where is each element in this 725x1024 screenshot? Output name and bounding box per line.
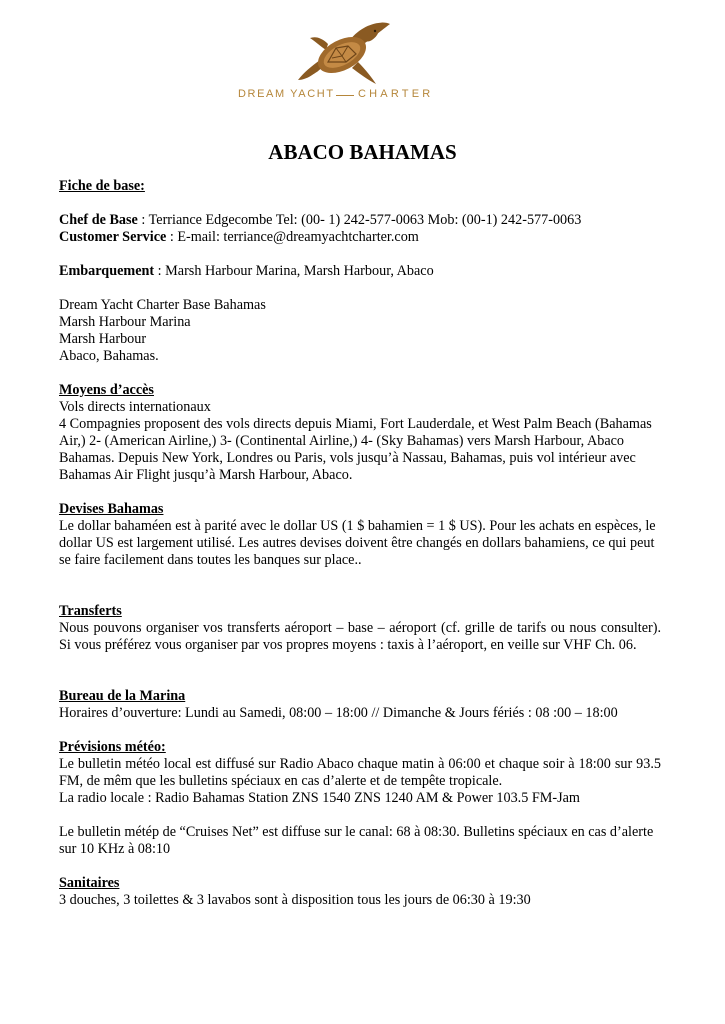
address-line: Abaco, Bahamas. — [59, 348, 159, 364]
brand-name-left: DREAM YACHT — [238, 88, 335, 100]
sanitaires-text: 3 douches, 3 toilettes & 3 lavabos sont à disposition tous les jours de 06:30 à 19:30 — [59, 892, 531, 908]
document-body — [59, 178, 661, 909]
page-title: ABACO BAHAMAS — [268, 140, 457, 164]
sea-turtle-icon — [232, 18, 432, 88]
meteo-radio: La radio locale : Radio Bahamas Station ZNS 1540 ZNS 1240 AM & Power 103.5 FM-Jam — [59, 790, 580, 806]
chef-de-base-line — [59, 212, 661, 229]
brand-rule — [336, 95, 354, 96]
bureau-text: Horaires d’ouverture: Lundi au Samedi, 08:00 – 18:00 // Dimanche & Jours fériés : 08 :00 – 18:00 — [59, 705, 618, 721]
meteo-text: Le bulletin météo local est diffusé sur Radio Abaco chaque matin à 06:00 et chaque soir à 18:00 sur 93.5 FM, de mêm que les bulletins spéciaux en cas d’alerte et de tempête tropicale. — [59, 756, 661, 789]
acces-subtitle: Vols directs internationaux — [59, 399, 211, 415]
customer-service-line — [59, 229, 661, 246]
chef-label: Chef de Base — [59, 212, 138, 228]
acces-text: 4 Compagnies proposent des vols directs depuis Miami, Fort Lauderdale, et West Palm Beach (Bahamas Air,) 2- (American Airline,) 3- (Continental Airline,) 4- (Sky Bahamas) vers Marsh Harbour, Abaco Bahamas. Depuis New York, Londres ou Paris, vols jusqu’à Nassau, Bahamas, puis vol intérieur avec Bahamas Air Flight jusqu’à Marsh Harbour, Abaco. — [59, 416, 652, 483]
service-value: : E-mail: terriance@dreamyachtcharter.com — [166, 229, 419, 245]
address-line: Marsh Harbour — [59, 331, 147, 347]
embarquement-label: Embarquement — [59, 263, 155, 279]
service-label: Customer Service — [59, 229, 167, 245]
transferts-heading: Transferts — [59, 603, 122, 619]
embarquement-line — [59, 263, 661, 280]
address-line: Marsh Harbour Marina — [59, 314, 191, 330]
embarquement-value: : Marsh Harbour Marina, Marsh Harbour, Abaco — [154, 263, 434, 279]
bureau-heading: Bureau de la Marina — [59, 688, 186, 704]
devises-text: Le dollar bahaméen est à parité avec le dollar US (1 $ bahamien = 1 $ US). Pour les achats en espèces, le dollar US est largement utilisé. Les autres devises doivent être changés en dollars bahamiens, ce qui peut se faire facilement dans toutes les banques sur place.. — [59, 518, 656, 568]
devises-heading: Devises Bahamas — [59, 501, 164, 517]
brand-name-right: CHARTER — [358, 88, 434, 100]
chef-value: : Terriance Edgecombe Tel: (00- 1) 242-577-0063 Mob: (00-1) 242-577-0063 — [137, 212, 582, 228]
fiche-heading: Fiche de base: — [59, 178, 145, 194]
transferts-text: Nous pouvons organiser vos transferts aéroport – base – aéroport (cf. grille de tarifs ou nous consulter). Si vous préférez vous organiser par vos propres moyens : taxis à l’aéroport, en veille sur VHF Ch. 06. — [59, 620, 661, 653]
acces-heading: Moyens d’accès — [59, 382, 154, 398]
sanitaires-heading: Sanitaires — [59, 875, 120, 891]
address-line: Dream Yacht Charter Base Bahamas — [59, 297, 266, 313]
meteo-heading: Prévisions météo: — [59, 739, 166, 755]
meteo-cruises: Le bulletin métép de “Cruises Net” est diffuse sur le canal: 68 à 08:30. Bulletins spéciaux en cas d’alerte sur 10 KHz à 08:10 — [59, 824, 654, 857]
